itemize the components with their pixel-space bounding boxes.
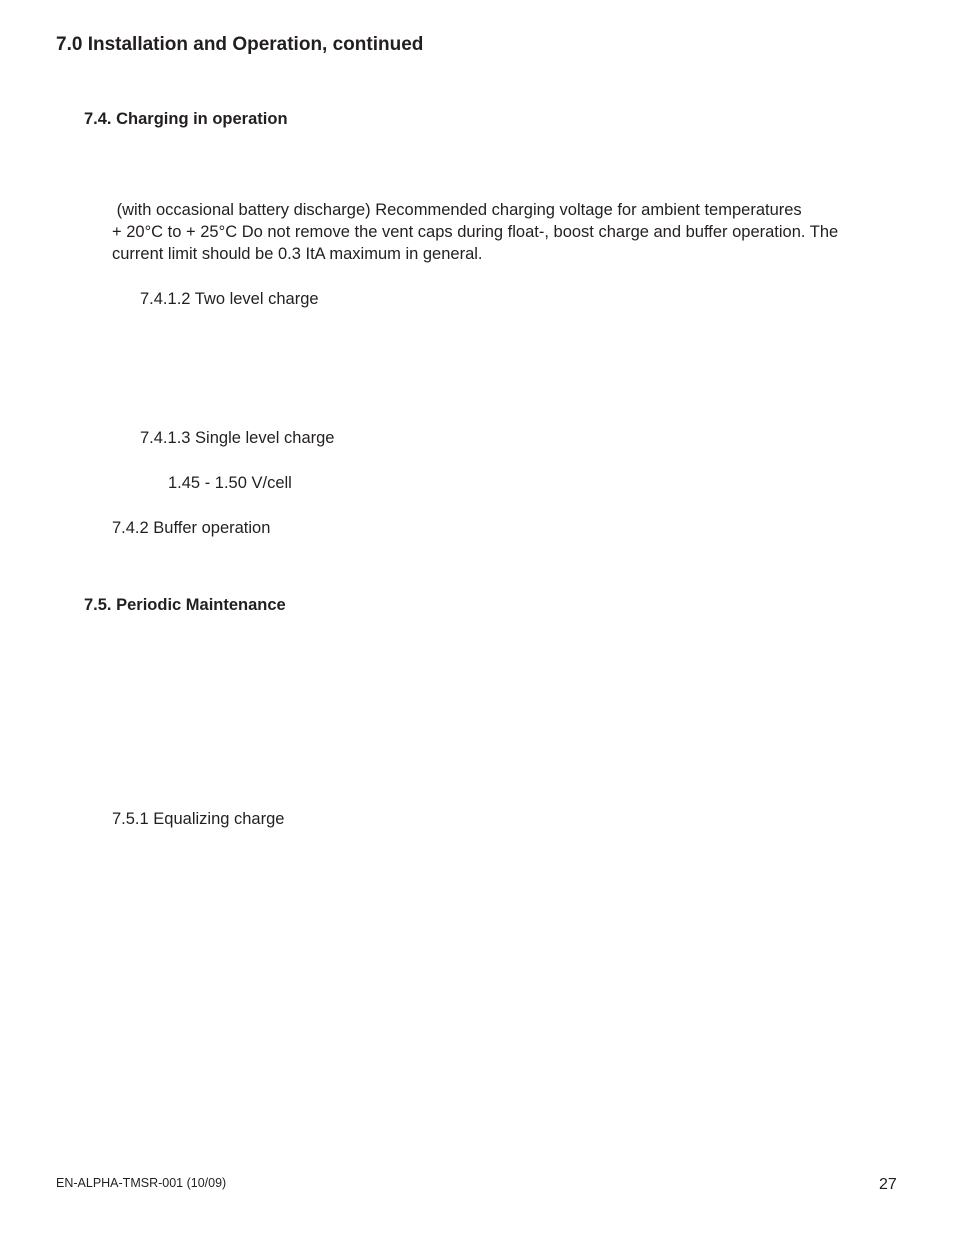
section-heading-maintenance: 7.5. Periodic Maintenance (84, 596, 286, 614)
single-level-voltage: 1.45 - 1.50 V/cell (168, 474, 292, 492)
subsection-two-level-charge: 7.4.1.2 Two level charge (140, 290, 319, 308)
charging-paragraph-line: (with occasional battery discharge) Recommended charging voltage for ambient temperatures (112, 201, 802, 219)
charging-paragraph-line: current limit should be 0.3 ItA maximum in general. (112, 245, 483, 263)
page-number: 27 (879, 1176, 897, 1193)
charging-paragraph (112, 199, 912, 265)
subsection-equalizing-charge: 7.5.1 Equalizing charge (112, 810, 285, 828)
subsection-single-level-charge: 7.4.1.3 Single level charge (140, 429, 335, 447)
subsection-buffer-operation: 7.4.2 Buffer operation (112, 519, 271, 537)
page-title: 7.0 Installation and Operation, continued (56, 34, 424, 55)
footer-doc-code: EN-ALPHA-TMSR-001 (10/09) (56, 1176, 227, 1190)
section-heading-charging: 7.4. Charging in operation (84, 110, 288, 128)
charging-paragraph-line: + 20°C to + 25°C Do not remove the vent caps during float-, boost charge and buffer operation. The (112, 223, 839, 241)
